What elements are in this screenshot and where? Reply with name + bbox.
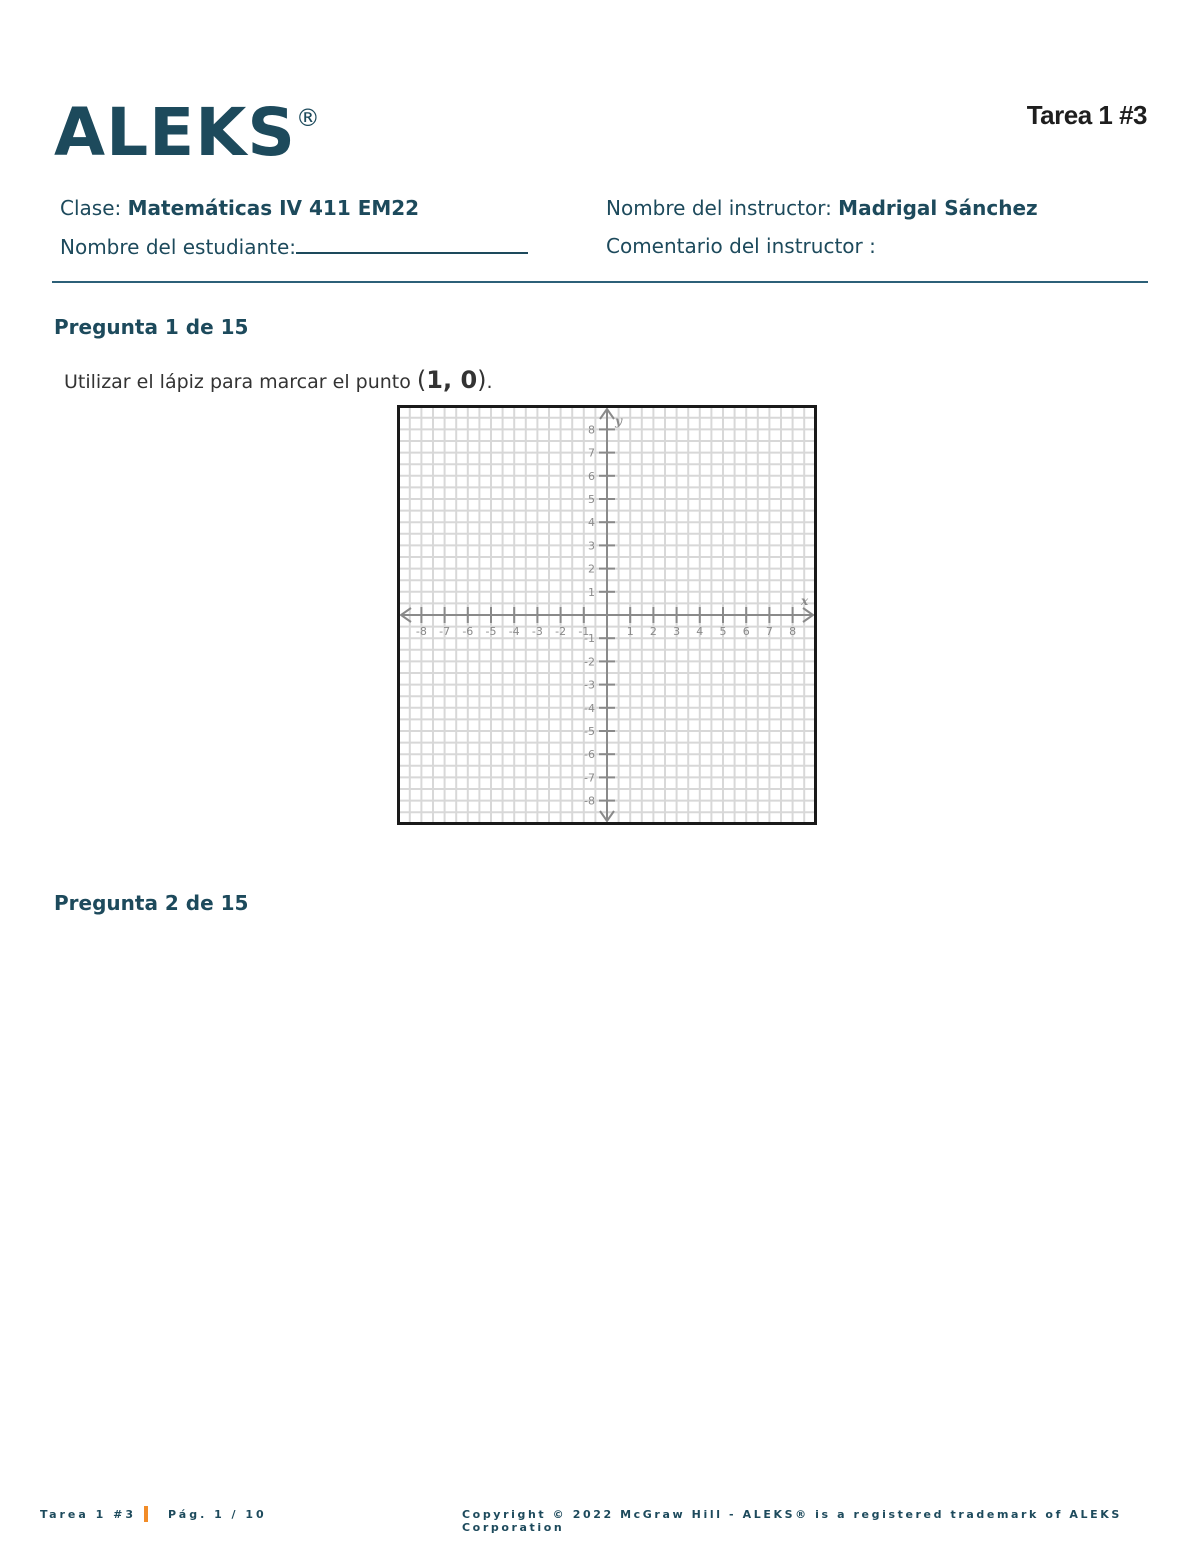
x-tick-label: -2 xyxy=(555,625,567,638)
y-tick-label: -4 xyxy=(584,701,595,715)
y-tick-label: 4 xyxy=(588,516,595,530)
x-tick-label: 3 xyxy=(673,625,681,638)
x-tick-label: 1 xyxy=(626,625,634,638)
y-tick-label: 6 xyxy=(588,469,595,483)
footer-assignment: Tarea 1 #3 xyxy=(40,1508,136,1521)
instructor-info xyxy=(606,196,1038,220)
x-tick-label: -5 xyxy=(485,625,497,638)
y-tick-label: -2 xyxy=(584,655,595,669)
student-info xyxy=(60,234,528,259)
student-name-blank[interactable] xyxy=(296,234,528,254)
y-tick-label: 7 xyxy=(588,446,595,460)
x-tick-label: 8 xyxy=(789,625,797,638)
logo-text: ALEKS xyxy=(54,94,296,171)
x-tick-label: 7 xyxy=(765,625,773,638)
question-2-title: Pregunta 2 de 15 xyxy=(54,891,249,915)
registered-mark: ® xyxy=(295,104,321,132)
y-tick-label: -1 xyxy=(584,632,595,646)
x-tick-label: 5 xyxy=(719,625,727,638)
x-tick-label: -1 xyxy=(578,625,590,638)
assignment-title: Tarea 1 #3 xyxy=(1026,100,1147,130)
class-info xyxy=(60,196,419,220)
question-1-text xyxy=(64,366,493,394)
header-divider xyxy=(52,281,1148,283)
y-tick-label: 1 xyxy=(588,585,595,599)
x-tick-label: 4 xyxy=(696,625,704,638)
y-tick-label: 8 xyxy=(588,423,595,437)
instructor-label: Nombre del instructor: xyxy=(606,196,832,220)
footer-separator xyxy=(144,1506,148,1522)
comment-label: Comentario del instructor : xyxy=(606,234,876,258)
point-sep: , xyxy=(442,366,461,394)
x-tick-label: -7 xyxy=(439,625,451,638)
instructor-value: Madrigal Sánchez xyxy=(838,196,1038,220)
y-tick-label: 2 xyxy=(588,562,595,576)
y-tick-label: -7 xyxy=(584,771,595,785)
x-tick-label: -3 xyxy=(531,625,543,638)
question-1-end: . xyxy=(486,371,493,393)
point-open-paren: ( xyxy=(416,366,427,394)
y-tick-label: -3 xyxy=(584,678,595,692)
class-label: Clase: xyxy=(60,196,122,220)
y-tick-label: 5 xyxy=(588,493,595,506)
footer-copyright: Copyright © 2022 McGraw Hill - ALEKS® is a registered trademark of ALEKS Corporation xyxy=(462,1508,1122,1534)
x-tick-label: 2 xyxy=(649,625,657,638)
x-tick-label: -8 xyxy=(415,625,427,638)
student-label: Nombre del estudiante: xyxy=(60,235,297,259)
point-y: 0 xyxy=(460,366,478,394)
y-axis-label: y xyxy=(615,414,622,428)
comment-info xyxy=(606,234,876,258)
point-x: 1 xyxy=(426,366,443,394)
x-tick-label: -4 xyxy=(508,625,520,638)
point-close-paren: ) xyxy=(477,366,487,394)
coordinate-plane[interactable] xyxy=(397,405,817,825)
x-tick-label: -6 xyxy=(462,625,474,638)
footer-page: Pág. 1 / 10 xyxy=(168,1508,267,1521)
y-tick-label: -8 xyxy=(584,794,595,808)
question-1-title: Pregunta 1 de 15 xyxy=(54,315,249,339)
question-1-prompt: Utilizar el lápiz para marcar el punto xyxy=(64,371,411,393)
y-tick-label: 3 xyxy=(588,539,595,553)
y-tick-label: -5 xyxy=(584,725,595,738)
aleks-logo xyxy=(54,94,321,171)
class-value: Matemáticas IV 411 EM22 xyxy=(127,196,420,220)
x-axis-label: x xyxy=(801,594,809,608)
y-tick-label: -6 xyxy=(584,748,595,762)
x-tick-label: 6 xyxy=(742,625,750,638)
target-point xyxy=(417,366,487,394)
